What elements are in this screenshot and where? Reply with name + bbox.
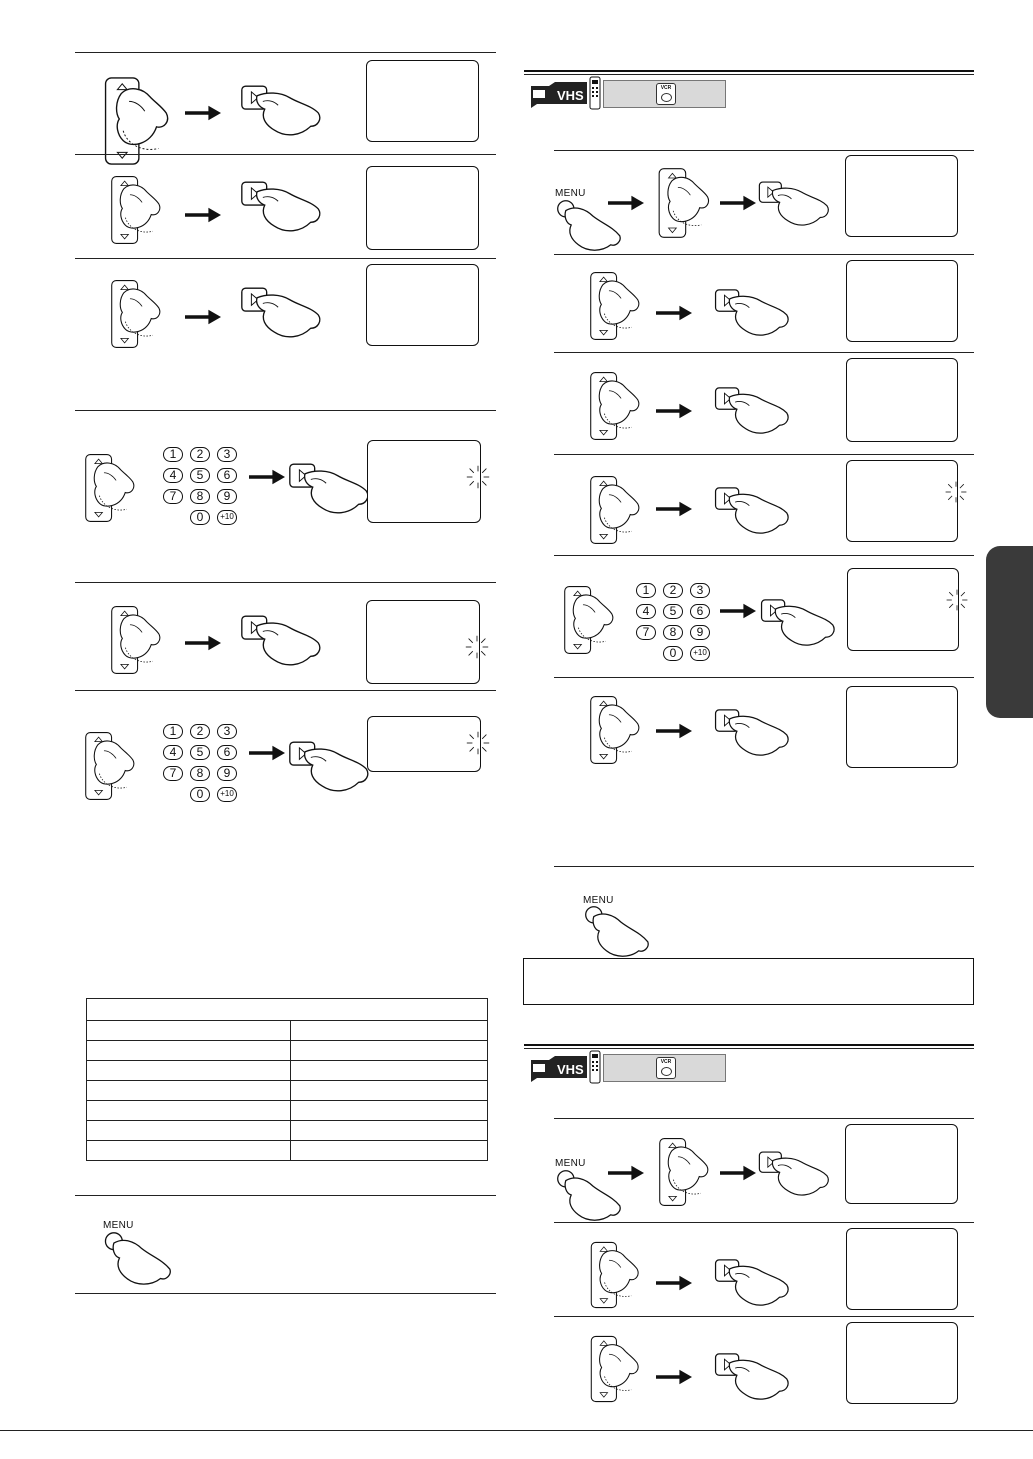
flashing-indicator-icon: [464, 729, 492, 757]
key-5: 5: [190, 745, 210, 760]
up-down-button-hand-icon: [92, 72, 174, 170]
key-3: 3: [217, 447, 237, 462]
up-down-button-hand-icon: [546, 582, 626, 658]
right-button-hand-icon: [756, 1148, 832, 1200]
right-arrow-icon: [608, 1164, 644, 1182]
section-rule: [524, 1044, 974, 1046]
right-arrow-icon: [656, 1368, 692, 1386]
tv-screen: [846, 1228, 958, 1310]
section-rule: [524, 74, 974, 75]
vcr-mode-bar: [603, 1054, 726, 1082]
right-arrow-icon: [185, 308, 221, 326]
note-box: [523, 958, 974, 1005]
right-arrow-icon: [656, 304, 692, 322]
section-rule: [524, 1048, 974, 1049]
key-2: 2: [190, 447, 210, 462]
up-down-button-hand-icon: [572, 1332, 652, 1406]
key-3: 3: [690, 583, 710, 598]
number-keypad: [636, 583, 726, 669]
tv-screen: [847, 568, 959, 651]
key-0: 0: [663, 646, 683, 661]
up-down-button-hand-icon: [640, 164, 722, 242]
vcr-label: VCR: [660, 85, 672, 91]
right-button-hand-icon: [712, 1350, 792, 1404]
tv-screen: [366, 166, 479, 250]
menu-button-hand-icon: [583, 904, 655, 958]
right-arrow-icon: [720, 1164, 756, 1182]
right-arrow-icon: [656, 1274, 692, 1292]
right-arrow-icon: [249, 468, 285, 486]
up-down-button-hand-icon: [92, 172, 174, 248]
tv-screen: [845, 155, 958, 237]
key-2: 2: [663, 583, 683, 598]
key-8: 8: [190, 766, 210, 781]
right-arrow-icon: [185, 206, 221, 224]
key-9: 9: [217, 766, 237, 781]
right-arrow-icon: [608, 194, 644, 212]
divider: [75, 154, 496, 155]
key-7: 7: [636, 625, 656, 640]
section-side-tab: [986, 546, 1033, 718]
right-arrow-icon: [249, 744, 285, 762]
key-9: 9: [217, 489, 237, 504]
up-down-button-hand-icon: [66, 728, 148, 804]
number-keypad: [163, 724, 253, 810]
right-arrow-icon: [656, 402, 692, 420]
vcr-icon: [656, 83, 676, 105]
up-down-button-hand-icon: [572, 692, 652, 768]
key-5: 5: [190, 468, 210, 483]
key-4: 4: [636, 604, 656, 619]
key-1: 1: [163, 724, 183, 739]
key-7: 7: [163, 766, 183, 781]
vcr-mode-bar: [603, 80, 726, 108]
divider: [554, 254, 974, 255]
right-arrow-icon: [720, 194, 756, 212]
tv-screen: [846, 1322, 958, 1404]
section-rule: [524, 70, 974, 72]
vhs-label: VHS: [557, 88, 584, 103]
key-6: 6: [690, 604, 710, 619]
key-0: 0: [190, 510, 210, 525]
right-button-hand-icon: [712, 286, 792, 340]
key-3: 3: [217, 724, 237, 739]
divider: [554, 352, 974, 353]
divider: [75, 1293, 496, 1294]
vhs-cassette-icon: [527, 80, 589, 108]
tv-screen: [846, 460, 958, 542]
key-6: 6: [217, 468, 237, 483]
key-1: 1: [163, 447, 183, 462]
divider: [75, 258, 496, 259]
right-button-hand-icon: [238, 178, 324, 236]
right-button-hand-icon: [756, 178, 832, 230]
tv-screen: [846, 358, 958, 442]
tv-screen: [366, 60, 479, 142]
key-5: 5: [663, 604, 683, 619]
flashing-indicator-icon: [943, 479, 969, 505]
right-button-hand-icon: [286, 460, 372, 518]
up-down-button-hand-icon: [66, 450, 148, 526]
right-arrow-icon: [720, 602, 756, 620]
key-9: 9: [690, 625, 710, 640]
key-8: 8: [663, 625, 683, 640]
key-plus10: +10: [217, 510, 237, 525]
right-button-hand-icon: [712, 484, 792, 538]
right-button-hand-icon: [238, 284, 324, 342]
right-button-hand-icon: [238, 612, 324, 670]
divider: [554, 677, 974, 678]
flashing-indicator-icon: [464, 463, 492, 491]
vhs-cassette-icon: [527, 1054, 589, 1082]
up-down-button-hand-icon: [572, 1238, 652, 1312]
divider: [554, 1222, 974, 1223]
tv-screen: [845, 1124, 958, 1204]
up-down-button-hand-icon: [572, 472, 652, 548]
right-arrow-icon: [656, 500, 692, 518]
key-6: 6: [217, 745, 237, 760]
vcr-icon: [656, 1057, 676, 1079]
menu-button-hand-icon: [102, 1230, 178, 1286]
key-plus10: +10: [217, 787, 237, 802]
divider: [554, 1316, 974, 1317]
right-button-hand-icon: [712, 1256, 792, 1310]
up-down-button-hand-icon: [572, 368, 652, 444]
tv-screen: [367, 440, 481, 523]
divider: [75, 52, 496, 53]
right-button-hand-icon: [712, 384, 792, 438]
menu-label: MENU: [103, 1220, 134, 1231]
divider: [75, 582, 496, 583]
key-8: 8: [190, 489, 210, 504]
settings-table: [86, 998, 488, 1161]
key-2: 2: [190, 724, 210, 739]
key-4: 4: [163, 745, 183, 760]
tv-screen: [846, 260, 958, 342]
flashing-indicator-icon: [463, 633, 491, 661]
vcr-label: VCR: [660, 1059, 672, 1065]
divider: [75, 1195, 496, 1196]
right-button-hand-icon: [238, 82, 324, 140]
divider: [75, 690, 496, 691]
menu-label: MENU: [555, 188, 586, 199]
page-bottom-rule: [0, 1430, 1033, 1431]
right-button-hand-icon: [758, 596, 838, 650]
key-1: 1: [636, 583, 656, 598]
flashing-indicator-icon: [944, 587, 970, 613]
key-0: 0: [190, 787, 210, 802]
right-arrow-icon: [185, 634, 221, 652]
divider: [554, 454, 974, 455]
divider: [554, 555, 974, 556]
tv-screen: [366, 600, 480, 684]
tv-screen: [367, 716, 481, 772]
remote-control-icon: [589, 76, 601, 110]
number-keypad: [163, 447, 253, 533]
vhs-label: VHS: [557, 1062, 584, 1077]
up-down-button-hand-icon: [640, 1134, 722, 1210]
right-button-hand-icon: [286, 738, 372, 796]
up-down-button-hand-icon: [572, 268, 652, 344]
right-arrow-icon: [185, 104, 221, 122]
menu-label: MENU: [555, 1158, 586, 1169]
divider: [554, 150, 974, 151]
divider: [75, 410, 496, 411]
menu-label: MENU: [583, 895, 614, 906]
divider: [554, 866, 974, 867]
tv-screen: [366, 264, 479, 346]
right-button-hand-icon: [712, 706, 792, 760]
key-plus10: +10: [690, 646, 710, 661]
key-7: 7: [163, 489, 183, 504]
up-down-button-hand-icon: [92, 602, 174, 678]
up-down-button-hand-icon: [92, 276, 174, 352]
remote-control-icon: [589, 1050, 601, 1084]
tv-screen: [846, 686, 958, 768]
key-4: 4: [163, 468, 183, 483]
divider: [554, 1118, 974, 1119]
right-arrow-icon: [656, 722, 692, 740]
